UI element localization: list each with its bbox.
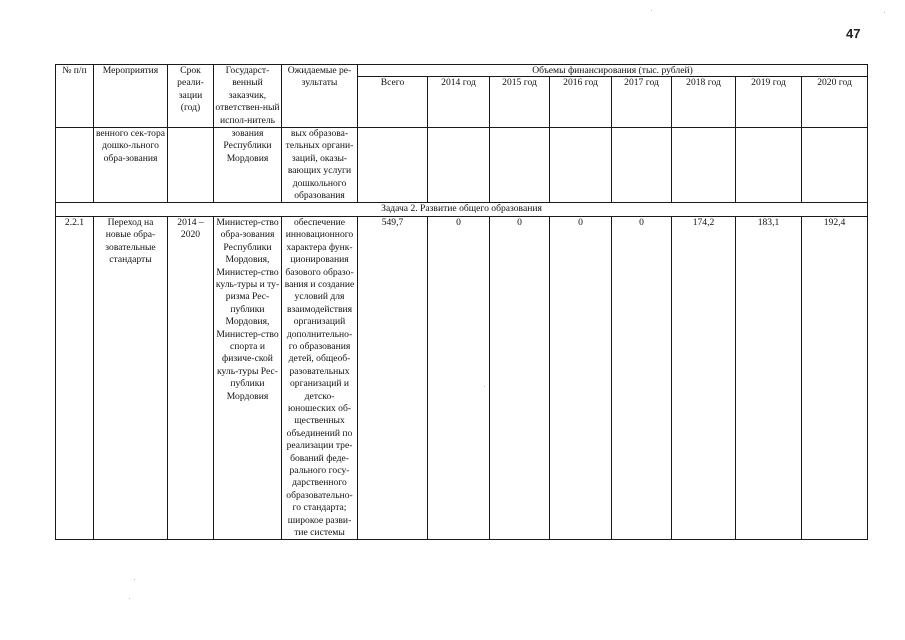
header-year: 2018 год [672, 77, 736, 128]
task-title: Задача 2. Развитие общего образования [56, 203, 868, 216]
task-row [56, 203, 868, 216]
page-number: 47 [846, 26, 861, 41]
program-table [55, 64, 868, 540]
continuation-row [56, 128, 868, 203]
header-year: 2016 год [550, 77, 612, 128]
cell-value: 192,4 [802, 216, 868, 540]
cell-empty [358, 128, 428, 203]
cell-empty [802, 128, 868, 203]
scan-speck [134, 579, 135, 580]
cell-value: 0 [490, 216, 550, 540]
cell-value: 0 [550, 216, 612, 540]
cell-value: 0 [612, 216, 672, 540]
cell-empty [56, 128, 94, 203]
cell-activity: венного сек-тора дошко-льного обра-зования [94, 128, 168, 203]
cell-total: 549,7 [358, 216, 428, 540]
cell-empty [428, 128, 490, 203]
cell-value: 0 [428, 216, 490, 540]
cell-empty [736, 128, 802, 203]
cell-customer: Министер-ство обра-зования Республики Мордовия, Министер-ство куль-туры и ту-ризма Рес-публики Мордовия, Министер-ство спорта и физиче-ской куль-туры Рес-публики Мордовия [214, 216, 282, 540]
header-results: Ожидаемые ре-зультаты [282, 65, 358, 128]
cell-num: 2.2.1 [56, 216, 94, 540]
cell-empty [168, 128, 214, 203]
scan-speck [884, 12, 885, 13]
header-year: 2015 год [490, 77, 550, 128]
header-total: Всего [358, 77, 428, 128]
header-customer: Государст-венный заказчик, ответствен-ный испол-нитель [215, 65, 280, 126]
header-term: Срок реали-зации (год) [168, 65, 214, 128]
header-year: 2017 год [612, 77, 672, 128]
header-activity: Мероприятия [94, 65, 168, 128]
cell-empty [490, 128, 550, 203]
cell-value: 174,2 [672, 216, 736, 540]
header-year: 2019 год [736, 77, 802, 128]
cell-results: обеспечение инновационного характера функ-ционирования базового образо-вания и создание условий для взаимодействия организаций дополнительно-го образования детей, общеоб-разовательных организаций и детско-юношеских об-щественных объединений по реализации тре-бований феде-рального госу-дарственного образовательно-го стандарта; широкое разви-тие системы [282, 216, 358, 540]
cell-empty [550, 128, 612, 203]
cell-activity: Переход на новые обра-зовательные стандарты [94, 216, 168, 540]
cell-value: 183,1 [736, 216, 802, 540]
header-financing: Объемы финансирования (тыс. рублей) [358, 65, 868, 77]
cell-results: вых образова-тельных органи-заций, оказы-вающих услуги дошкольного образования [282, 128, 358, 203]
header-year: 2014 год [428, 77, 490, 128]
cell-empty [612, 128, 672, 203]
scan-speck [129, 598, 130, 599]
cell-customer: зования Республики Мордовия [214, 128, 282, 203]
header-num: № п/п [56, 65, 94, 128]
table-row [56, 216, 868, 540]
cell-empty [672, 128, 736, 203]
scan-speck [651, 10, 652, 11]
cell-term: 2014 – 2020 [168, 216, 214, 540]
header-year: 2020 год [802, 77, 868, 128]
header-row [56, 65, 868, 77]
